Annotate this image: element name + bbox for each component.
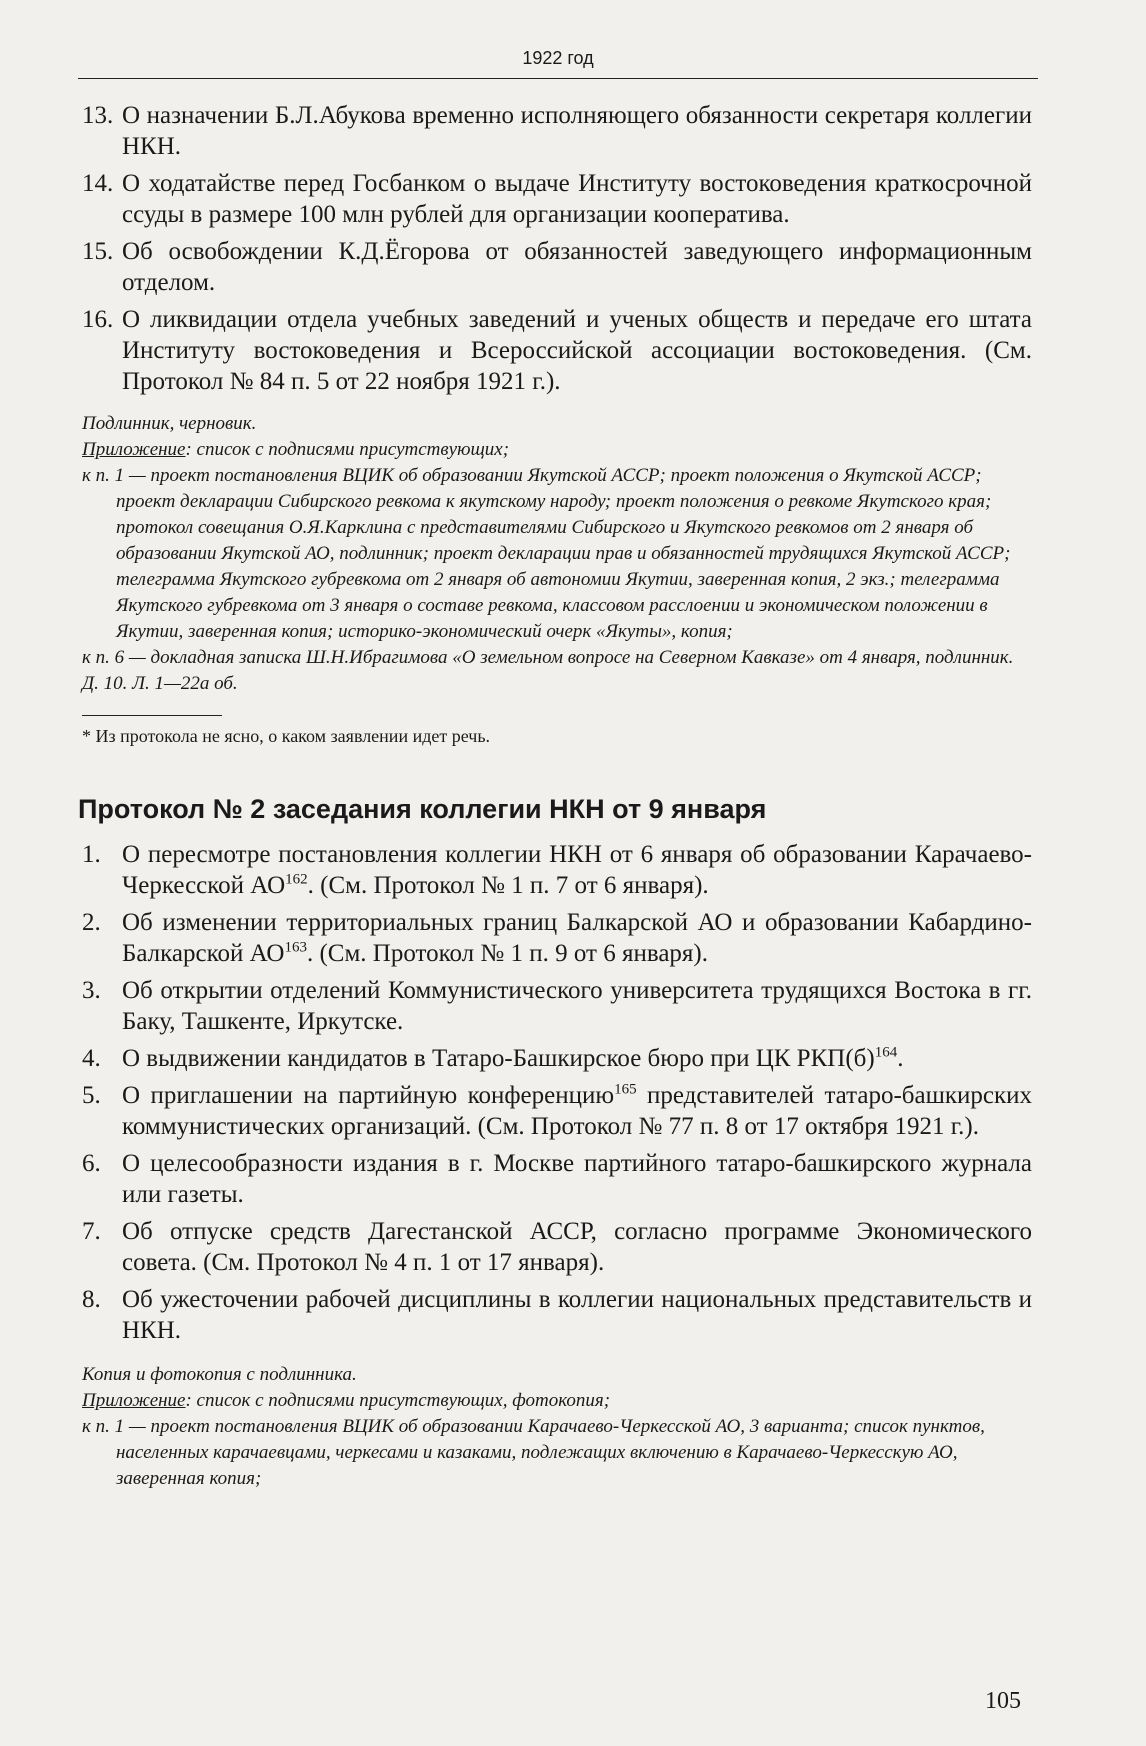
footnote: * Из протокола не ясно, о каком заявлении идет речь. [82,726,491,746]
agenda-list-continued [82,100,1032,397]
section-title: Протокол № 2 заседания коллегии НКН от 9 января [78,794,767,824]
archival-notes [82,411,1032,697]
agenda-item: 8. Об ужесточении рабочей дисциплины в коллегии национальных представительств и НКН. [82,1286,1032,1344]
agenda-item: 3. Об открытии отделений Коммунистического университета трудящихся Востока в гг. Баку, Ташкенте, Иркутске. [82,977,1032,1035]
appendix-note: Приложение: список с подписями присутствующих; [82,439,510,460]
agenda-item: 6. О целесообразности издания в г. Москве партийного татаро-башкирского журнала или газеты. [82,1150,1032,1208]
footnote-separator [82,715,222,716]
source-note: Подлинник, черновик. [82,413,257,434]
agenda-item: 7. Об отпуске средств Дагестанской АССР, согласно программе Экономического совета. (См. Протокол № 4 п. 1 от 17 января). [82,1218,1032,1276]
page-number: 105 [985,1688,1021,1714]
agenda-item: 15. Об освобождении К.Д.Ёгорова от обязанностей заведующего информационным отделом. [82,238,1032,296]
agenda-item: 2. Об изменении территориальных границ Балкарской АО и образовании Кабардино-Балкарской АО$^{163}$. (См. Протокол № 1 п. 9 от 6 января). [82,909,1032,967]
source-note: Копия и фотокопия с подлинника. [82,1364,357,1385]
appendix-item-6: к п. 6 — докладная записка Ш.Н.Ибрагимова «О земельном вопросе на Северном Кавказе» от 4 января, подлинник. [82,647,1014,668]
agenda-item: 1. О пересмотре постановления коллегии НКН от 6 января об образовании Карачаево-Черкесской АО$^{162}$. (См. Протокол № 1 п. 7 от 6 января). [82,841,1032,899]
agenda-item: 4. О выдвижении кандидатов в Татаро-Башкирское бюро при ЦК $РКП(б)^{164}$. [82,1044,904,1072]
header-rule [78,78,1038,79]
agenda-list [82,839,1032,1346]
agenda-item: 13. О назначении Б.Л.Абукова временно исполняющего обязанности секретаря коллегии НКН. [82,102,1032,160]
agenda-item: 14. О ходатайстве перед Госбанком о выдаче Институту востоковедения краткосрочной ссуды в размере 100 млн рублей для организации кооператива. [82,170,1032,228]
agenda-item: 16. О ликвидации отдела учебных заведений и ученых обществ и передаче его штата Институту востоковедения и Всероссийской ассоциации востоковедения. (См. Протокол № 84 п. 5 от 22 ноября 1921 г.). [82,306,1032,395]
appendix-item-1: к п. 1 — проект постановления ВЦИК об образовании Якутской АССР; проект положения о Якутской АССР; проект декларации Сибирского ревкома к якутскому народу; проект положения о ревкоме Якутского края; протокол совещания О.Я.Карклина с представителями Сибирского и Якутского ревкомов от 2 января об образовании Якутской АО, подлинник; проект декларации прав и обязанностей трудящихся Якутской АССР; телеграмма Якутского губревкома от 2 января об автономии Якутии, заверенная копия, 2 экз.; телеграмма Якутского губревкома от 3 января о составе ревкома, классовом расслоении и экономическом положении в Якутии, заверенная копия; историко-экономический очерк «Якуты», копия; [82,465,1011,642]
page-content [78,100,1032,1492]
agenda-item: 5. О приглашении на партийную конференцию$^{165}$ представителей татаро-башкирских коммунистических организаций. (См. Протокол № 77 п. 8 от 17 октября 1921 г.). [82,1081,1032,1140]
archival-notes-2 [82,1362,1032,1492]
running-header: 1922 год [522,48,594,68]
appendix-item-1: к п. 1 — проект постановления ВЦИК об образовании Карачаево-Черкесской АО, 3 варианта; список пунктов, населенных карачаевцами, черкесами и казаками, подлежащих включению в Карачаево-Черкесскую АО, заверенная копия; [82,1416,985,1489]
archive-reference: Д. 10. Л. 1—22а об. [82,673,238,694]
appendix-note: Приложение: список с подписями присутствующих, фотокопия; [82,1390,611,1411]
